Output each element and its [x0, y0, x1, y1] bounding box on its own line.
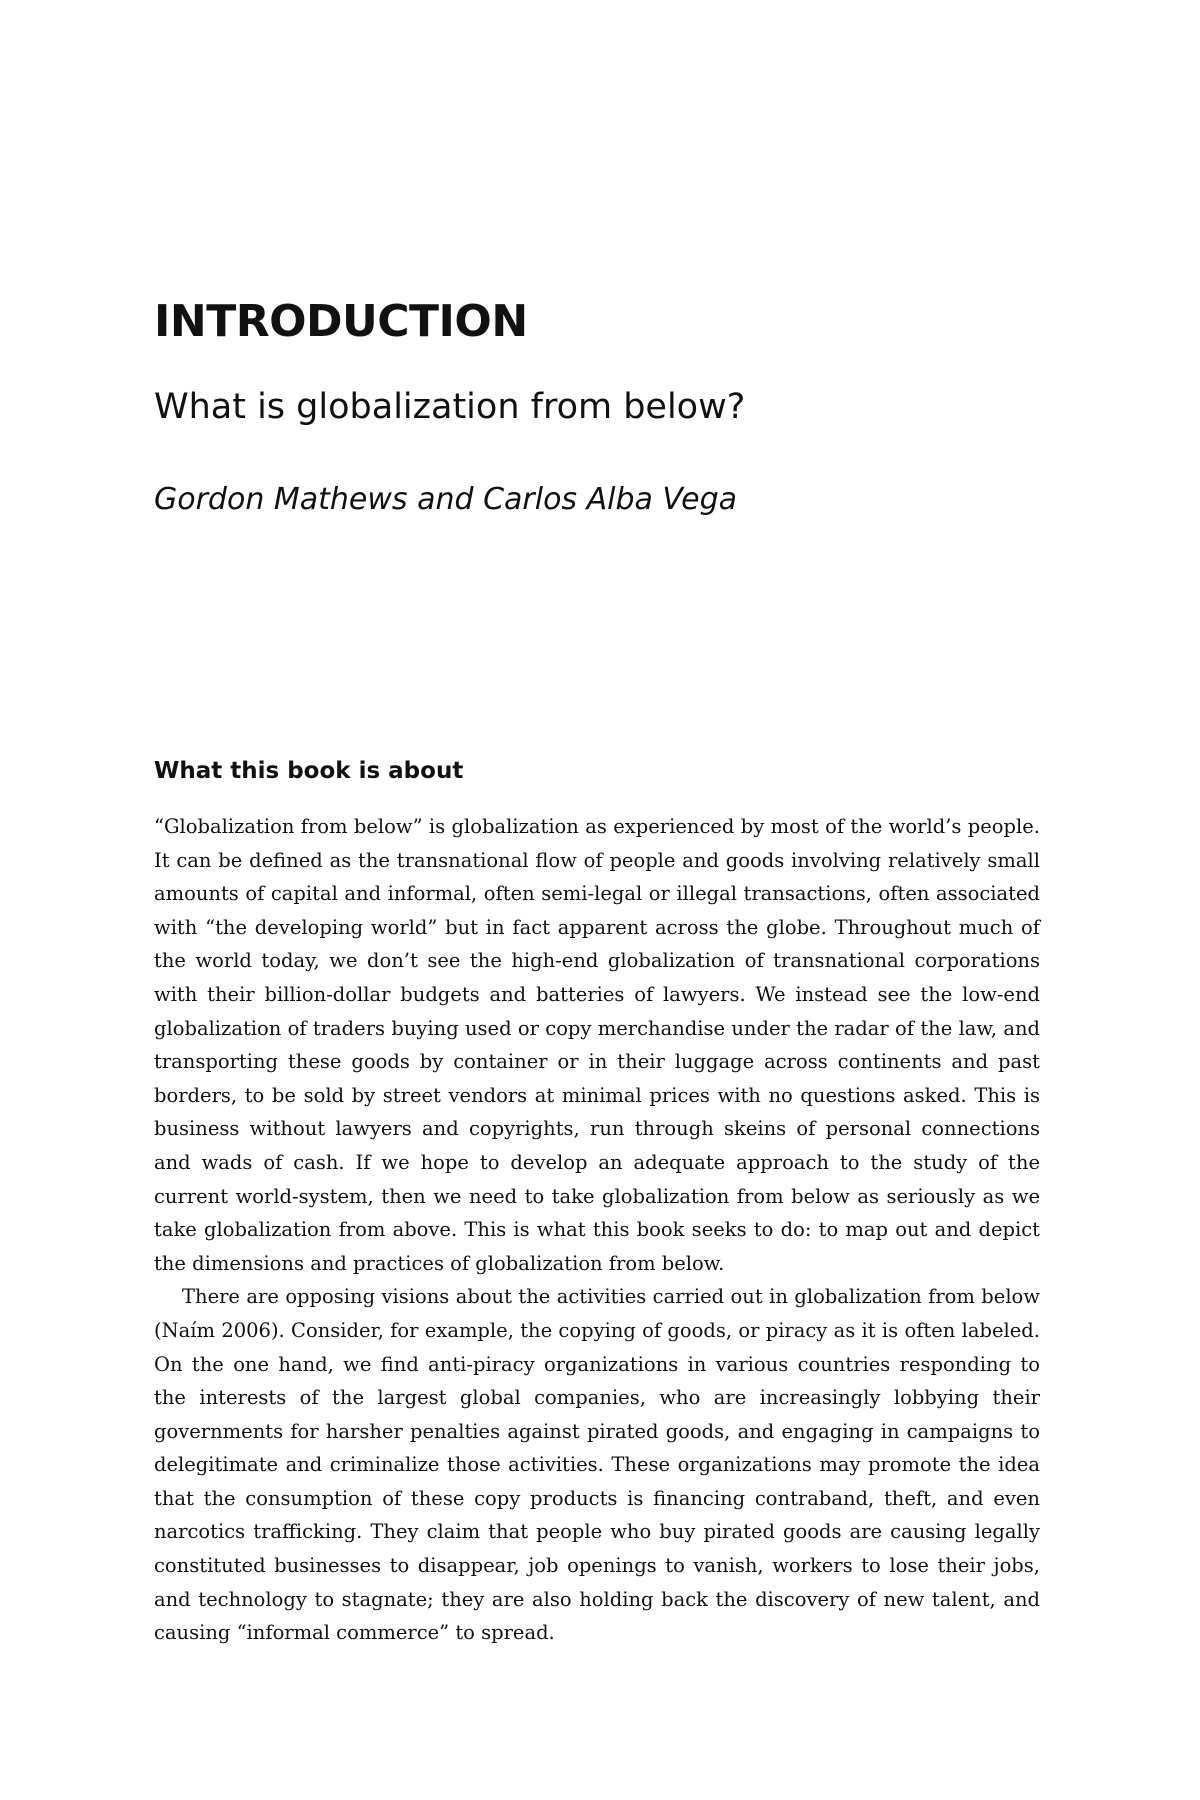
chapter-title: INTRODUCTION [154, 296, 528, 347]
paragraph-2: There are opposing visions about the activities carried out in globalization from below (Naím 2006). Consider, for example, the copying of goods, or piracy as it is often labeled. On the one hand, we find anti-piracy organizations in various countries responding to the interests of the largest global companies, who are increasingly lobbying their governments for harsher penalties against pirated goods, and engaging in campaigns to delegitimate and criminalize those activities. These organizations may promote the idea that the consumption of these copy products is financing contraband, theft, and even narcotics trafficking. They claim that people who buy pirated goods are causing legally constituted businesses to disappear, job openings to vanish, workers to lose their jobs, and technology to stagnate; they are also holding back the discovery of new talent, and causing “informal commerce” to spread. [154, 1285, 1040, 1645]
paragraph-1: “Globalization from below” is globalization as experienced by most of the world’s people. It can be defined as the transnational flow of people and goods involving relatively small amounts of capital and informal, often semi-legal or illegal transactions, often associated with “the developing world” but in fact apparent across the globe. Throughout much of the world today, we don’t see the high-end globalization of transnational corporations with their billion-dollar budgets and batteries of lawyers. We instead see the low-end globalization of traders buying used or copy merchandise under the radar of the law, and transporting these goods by container or in their luggage across continents and past borders, to be sold by street vendors at minimal prices with no questions asked. This is business without lawyers and copyrights, run through skeins of personal connections and wads of cash. If we hope to develop an adequate approach to the study of the current world-system, then we need to take globalization from below as seriously as we take globalization from above. This is what this book seeks to do: to map out and depict the dimensions and practices of globalization from below. [154, 815, 1040, 1275]
chapter-authors: Gordon Mathews and Carlos Alba Vega [154, 482, 738, 517]
chapter-subtitle: What is globalization from below? [154, 387, 746, 427]
section-heading: What this book is about [154, 758, 464, 784]
body-text [154, 810, 1040, 1650]
